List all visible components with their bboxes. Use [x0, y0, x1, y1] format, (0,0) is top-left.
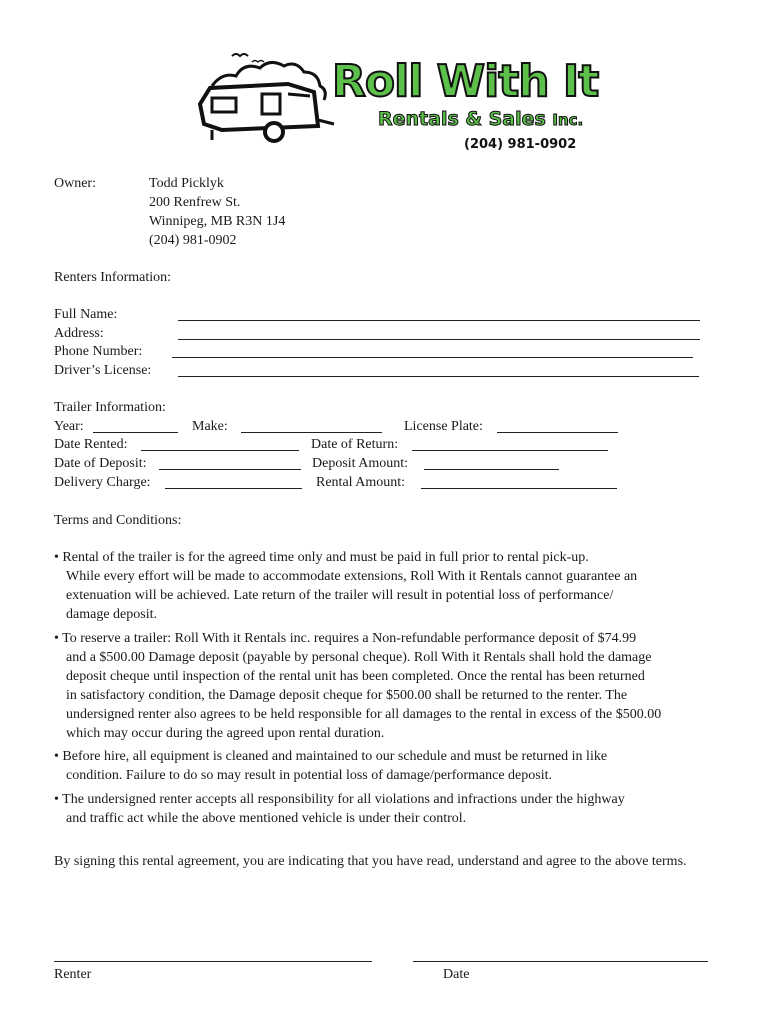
deposit-amount-field[interactable]	[424, 469, 559, 470]
phone-number-label: Phone Number:	[54, 344, 143, 359]
trailer-heading: Trailer Information:	[54, 400, 166, 415]
drivers-license-field[interactable]	[178, 376, 699, 377]
date-rented-field[interactable]	[141, 450, 299, 451]
make-label: Make:	[192, 419, 228, 434]
terms-bullet-line: • Rental of the trailer is for the agreed time only and must be paid in full prior to rental pick-up.	[54, 550, 589, 565]
agreement-text: By signing this rental agreement, you are indicating that you have read, understand and agree to the above terms.	[54, 854, 687, 869]
renter-signature-label: Renter	[54, 967, 92, 982]
make-field[interactable]	[241, 432, 382, 433]
renter-signature-line[interactable]	[54, 961, 372, 962]
owner-street: 200 Renfrew St.	[149, 195, 241, 210]
license-plate-label: License Plate:	[404, 419, 483, 434]
date-of-deposit-field[interactable]	[159, 469, 301, 470]
full-name-label: Full Name:	[54, 307, 118, 322]
terms-bullet-line: • Before hire, all equipment is cleaned and maintained to our schedule and must be returned in like	[54, 749, 608, 764]
terms-bullet-line: which may occur during the agreed upon rental duration.	[66, 726, 385, 741]
terms-bullet-line: deposit cheque until inspection of the rental unit has been completed. Once the rental has been returned	[66, 669, 645, 684]
terms-bullet-4	[54, 790, 724, 828]
terms-bullet-line: • The undersigned renter accepts all responsibility for all violations and infractions under the highway	[54, 792, 625, 807]
terms-bullet-line: in satisfactory condition, the Damage deposit cheque for $500.00 shall be returned to the renter. The	[66, 688, 628, 703]
license-plate-field[interactable]	[497, 432, 618, 433]
year-label: Year:	[54, 419, 84, 434]
address-label: Address:	[54, 326, 104, 341]
address-field[interactable]	[178, 339, 700, 340]
delivery-charge-label: Delivery Charge:	[54, 475, 151, 490]
owner-name: Todd Picklyk	[149, 176, 224, 191]
full-name-field[interactable]	[178, 320, 700, 321]
terms-bullet-line: condition. Failure to do so may result in potential loss of damage/performance deposit.	[66, 768, 553, 783]
logo-main-text: Roll With It	[332, 56, 599, 107]
drivers-license-label: Driver’s License:	[54, 363, 152, 378]
company-logo	[192, 48, 599, 158]
rental-amount-label: Rental Amount:	[316, 475, 406, 490]
terms-bullet-3	[54, 747, 724, 785]
date-signature-line[interactable]	[413, 961, 708, 962]
deposit-amount-label: Deposit Amount:	[312, 456, 409, 471]
rental-amount-field[interactable]	[421, 488, 617, 489]
owner-label: Owner:	[54, 176, 96, 191]
terms-bullet-line: undersigned renter also agrees to be held responsible for all damages to the rental in excess of the $500.00	[66, 707, 662, 722]
logo-sub-suffix: Inc.	[552, 111, 584, 129]
date-rented-label: Date Rented:	[54, 437, 128, 452]
terms-bullet-line: and traffic act while the above mentioned vehicle is under their control.	[66, 811, 467, 826]
year-field[interactable]	[93, 432, 178, 433]
trailer-icon	[192, 48, 337, 148]
owner-phone: (204) 981-0902	[149, 233, 237, 248]
logo-sub-label: Rentals & Sales	[378, 108, 546, 130]
terms-bullet-1	[54, 548, 724, 624]
terms-bullet-2	[54, 629, 724, 743]
logo-sub-text	[378, 108, 583, 130]
renters-heading: Renters Information:	[54, 270, 172, 285]
logo-phone: (204) 981-0902	[464, 137, 577, 152]
terms-bullet-line: and a $500.00 Damage deposit (payable by personal cheque). Roll With it Rentals shall hold the damage	[66, 650, 652, 665]
date-of-deposit-label: Date of Deposit:	[54, 456, 147, 471]
date-of-return-label: Date of Return:	[311, 437, 399, 452]
delivery-charge-field[interactable]	[165, 488, 302, 489]
date-signature-label: Date	[443, 967, 470, 982]
owner-city: Winnipeg, MB R3N 1J4	[149, 214, 286, 229]
phone-number-field[interactable]	[172, 357, 693, 358]
date-of-return-field[interactable]	[412, 450, 608, 451]
terms-bullet-line: damage deposit.	[66, 607, 157, 622]
terms-bullet-line: • To reserve a trailer: Roll With it Rentals inc. requires a Non-refundable performance deposit of $74.99	[54, 631, 637, 646]
terms-bullet-line: While every effort will be made to accommodate extensions, Roll With it Rentals cannot guarantee an	[66, 569, 638, 584]
terms-bullet-line: extenuation will be achieved. Late return of the trailer will result in potential loss of performance/	[66, 588, 614, 603]
terms-heading: Terms and Conditions:	[54, 513, 182, 528]
